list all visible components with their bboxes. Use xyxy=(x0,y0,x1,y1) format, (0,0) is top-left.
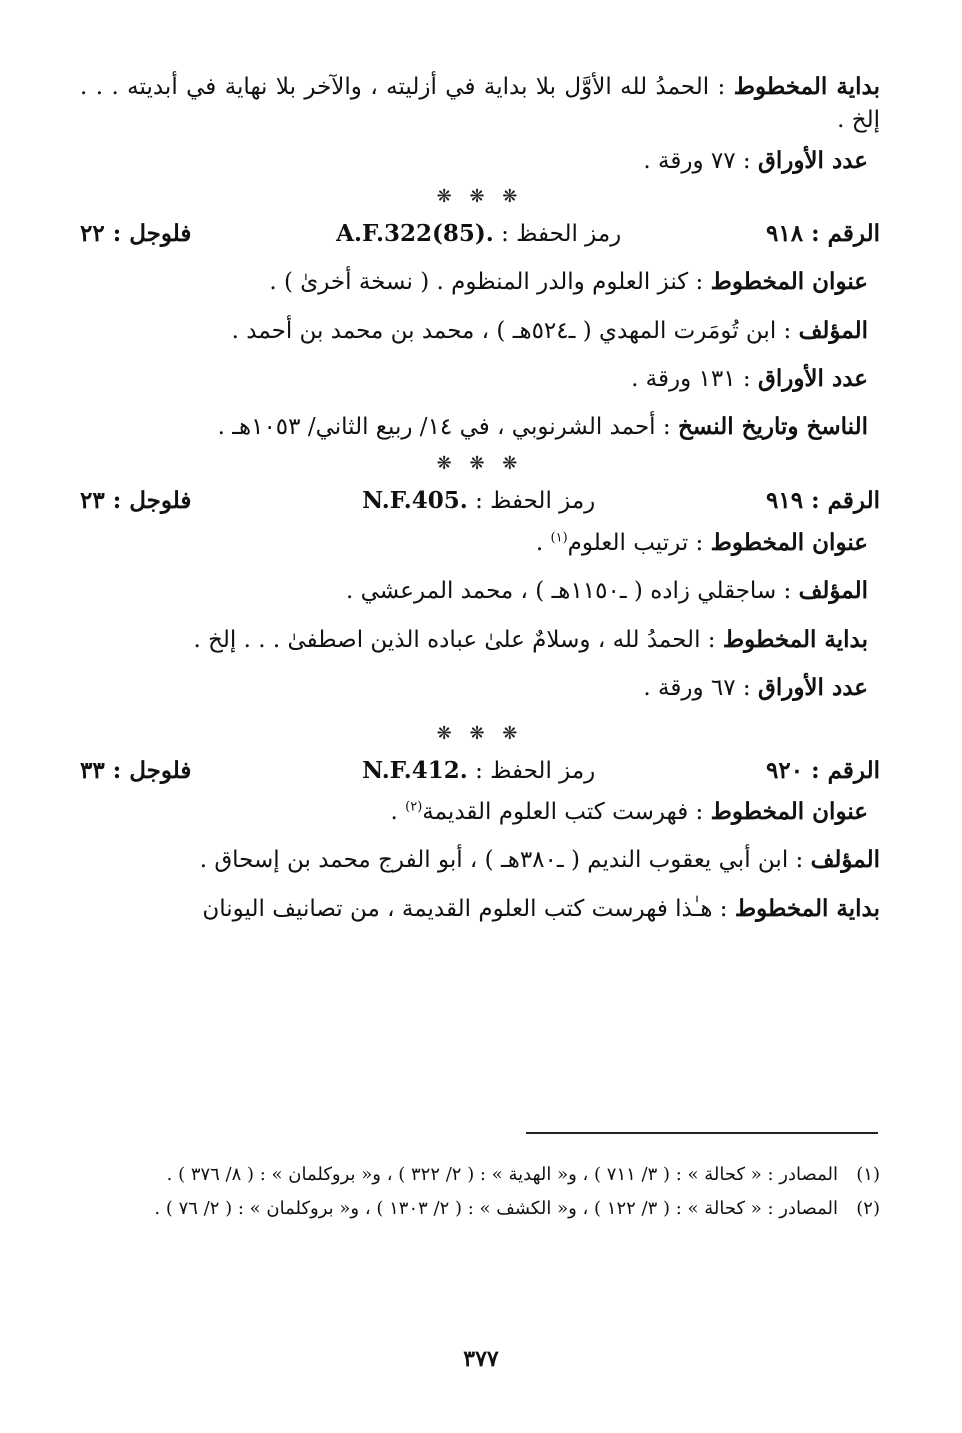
footnote-rule xyxy=(526,1132,878,1134)
entry-beginning: بداية المخطوط : هـٰذا فهرست كتب العلوم القديمة ، من تصانيف اليونان xyxy=(202,894,880,922)
intro-beginning: بداية المخطوط : الحمدُ لله الأوَّل بلا بداية في أزليته ، والآخر بلا نهاية في أبديته . . . إلخ . xyxy=(80,73,881,134)
entry-title: عنوان المخطوط : فهرست كتب العلوم القديمة$^{(٢)}$ . xyxy=(390,797,868,825)
storage-code-label: رمز الحفظ : xyxy=(475,487,596,514)
entry-copyist-text: أحمد الشرنوبي ، في ١٤/ ربيع الثاني/ ١٠٥٣هـ . xyxy=(217,414,656,441)
storage-code-value: N.F.412. xyxy=(362,757,468,785)
footnote-number: (١) xyxy=(856,1164,880,1185)
entry-title-label: عنوان المخطوط xyxy=(710,268,868,296)
storage-code xyxy=(336,217,621,251)
entry-author-text: ساجقلي زاده ( ـ١١٥٠هـ ) ، محمد المرعشي . xyxy=(345,578,777,605)
entry-author-label: المؤلف xyxy=(810,846,880,874)
intro-leaves-text: ٧٧ ورقة . xyxy=(643,147,736,174)
entry-leaves: عدد الأوراق : ١٣١ ورقة . xyxy=(631,365,868,393)
separator: ❋ ❋ ❋ xyxy=(436,452,524,474)
entry-919-header xyxy=(80,484,880,518)
fluegel-number: فلوجل : ٣٣ xyxy=(80,757,192,785)
footnote-item xyxy=(80,1192,880,1226)
entry-title: عنوان المخطوط : كنز العلوم والدر المنظوم . ( نسخة أخرىٰ ) . xyxy=(269,268,868,296)
footnotes xyxy=(80,1158,880,1226)
entry-title-label: عنوان المخطوط xyxy=(710,529,868,557)
entry-copyist-label: الناسخ وتاريخ النسخ xyxy=(677,413,868,441)
storage-code xyxy=(362,484,595,518)
intro-beginning-text: الحمدُ لله الأوَّل بلا بداية في أزليته ، والآخر بلا نهاية في أبديته . . . إلخ . xyxy=(80,74,880,134)
entry-number: الرقم : ٩٢٠ xyxy=(766,757,880,785)
entry-author-text: ابن تُومَرت المهدي ( ـ٥٢٤هـ ) ، محمد بن محمد بن أحمد . xyxy=(231,317,777,344)
separator: ❋ ❋ ❋ xyxy=(436,723,524,745)
entry-920-header xyxy=(80,754,880,788)
entry-number: الرقم : ٩١٨ xyxy=(766,220,880,248)
entry-title: عنوان المخطوط : ترتيب العلوم$^{(١)}$ . xyxy=(535,529,868,557)
entry-number: الرقم : ٩١٩ xyxy=(766,486,880,514)
entry-beginning: بداية المخطوط : الحمدُ لله ، وسلامٌ علىٰ عباده الذين اصطفىٰ . . . إلخ . xyxy=(193,625,868,653)
separator: ❋ ❋ ❋ xyxy=(436,186,524,208)
footnote-number: (٢) xyxy=(856,1198,880,1220)
entry-author-text: ابن أبي يعقوب النديم ( ـ٣٨٠هـ ) ، أبو الفرج محمد بن إسحاق . xyxy=(199,847,789,874)
entry-author: المؤلف : ساجقلي زاده ( ـ١١٥٠هـ ) ، محمد المرعشي . xyxy=(345,577,868,605)
footnote-item xyxy=(80,1158,880,1192)
fluegel-number: فلوجل : ٢٢ xyxy=(80,220,192,248)
storage-code xyxy=(362,754,595,788)
entry-author: المؤلف : ابن أبي يعقوب النديم ( ـ٣٨٠هـ ) ، أبو الفرج محمد بن إسحاق . xyxy=(199,846,880,874)
entry-author: المؤلف : ابن تُومَرت المهدي ( ـ٥٢٤هـ ) ، محمد بن محمد بن أحمد . xyxy=(231,316,868,344)
entry-title-label: عنوان المخطوط xyxy=(710,797,868,825)
entry-leaves-label: عدد الأوراق xyxy=(757,365,868,393)
entry-copyist: الناسخ وتاريخ النسخ : أحمد الشرنوبي ، في ١٤/ ربيع الثاني/ ١٠٥٣هـ . xyxy=(217,413,868,441)
fluegel-number: فلوجل : ٢٣ xyxy=(80,486,192,514)
entry-beginning-label: بداية المخطوط xyxy=(722,625,868,653)
entry-title-text: ترتيب العلوم xyxy=(567,530,689,557)
storage-code-value: A.F.322(85). xyxy=(336,220,494,248)
entry-leaves-text: ٦٧ ورقة . xyxy=(643,675,736,702)
entry-author-label: المؤلف xyxy=(798,577,868,605)
entry-title-text: فهرست كتب العلوم القديمة xyxy=(422,798,689,825)
entry-leaves: عدد الأوراق : ٦٧ ورقة . xyxy=(643,674,868,702)
storage-code-value: N.F.405. xyxy=(362,486,468,514)
entry-918-header xyxy=(80,217,880,251)
intro-leaves-label: عدد الأوراق xyxy=(757,146,868,174)
page-body xyxy=(80,70,880,926)
footnote-ref: (٢) xyxy=(405,799,423,815)
page-number: ٣٧٧ xyxy=(463,1346,499,1372)
entry-author-label: المؤلف xyxy=(798,316,868,344)
entry-leaves-text: ١٣١ ورقة . xyxy=(631,366,736,393)
entry-beginning-text: الحمدُ لله ، وسلامٌ علىٰ عباده الذين اصطفىٰ . . . إلخ . xyxy=(193,626,701,653)
footnote-text: المصادر : « كحالة » : ( ٣/ ١٢٢ ) ، و« الكشف » : ( ٢/ ١٣٠٣ ) ، و« بروكلمان » : ( ٢/ ٧٦ ) . xyxy=(154,1198,838,1220)
storage-code-label: رمز الحفظ : xyxy=(501,221,622,248)
storage-code-label: رمز الحفظ : xyxy=(475,758,596,785)
intro-beginning-label: بداية المخطوط xyxy=(733,73,881,100)
footnote-ref: (١) xyxy=(550,530,568,546)
intro-leaves: عدد الأوراق : ٧٧ ورقة . xyxy=(643,146,868,174)
entry-leaves-label: عدد الأوراق xyxy=(757,674,868,702)
entry-title-text: كنز العلوم والدر المنظوم . ( نسخة أخرىٰ ) . xyxy=(269,269,689,296)
footnote-text: المصادر : « كحالة » : ( ٣/ ٧١١ ) ، و« الهدية » : ( ٢/ ٣٢٢ ) ، و« بروكلمان » : ( ٨/ ٣٧٦ ) . xyxy=(166,1164,838,1185)
entry-beginning-label: بداية المخطوط xyxy=(734,894,880,922)
entry-beginning-text: هـٰذا فهرست كتب العلوم القديمة ، من تصانيف اليونان xyxy=(202,895,713,922)
